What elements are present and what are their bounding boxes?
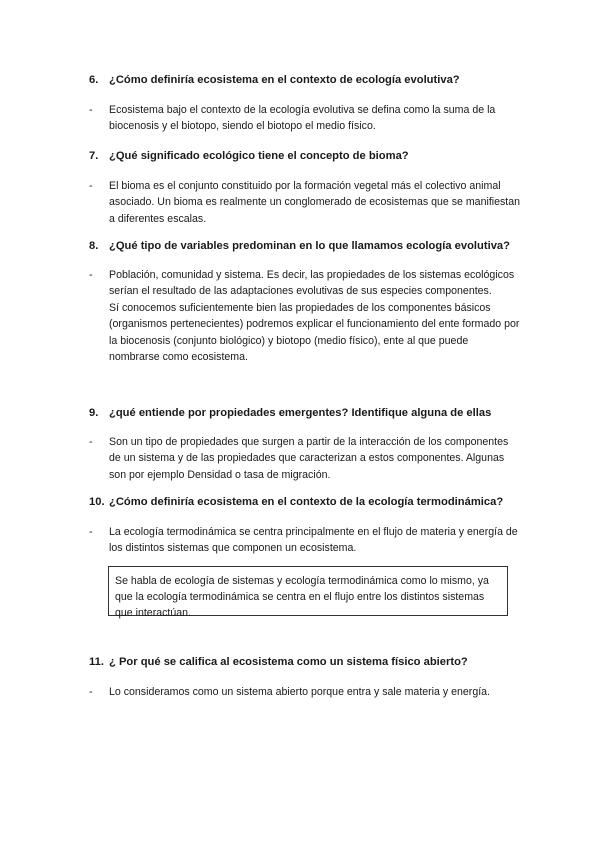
bullet-dash: - <box>89 686 93 698</box>
question-text: ¿Qué tipo de variables predominan en lo que llamamos ecología evolutiva? <box>109 240 510 252</box>
answer-paragraph: Lo consideramos como un sistema abierto porque entra y sale materia y energía. <box>109 686 490 698</box>
question-text: ¿ Por qué se califica al ecosistema como un sistema físico abierto? <box>109 656 468 668</box>
question-number: 6. <box>89 74 99 86</box>
answer-paragraph: Sí conocemos suficientemente bien las propiedades de los componentes básicos (organismos pertenecientes) podremos explicar el funcionamiento del ente formado por la biocenosis (conjunto biológico) y biotopo (medio físico), ente al que puede nombrarse como ecosistema. <box>109 301 520 364</box>
question-text: ¿qué entiende por propiedades emergentes? Identifique alguna de ellas <box>109 407 492 419</box>
question-6 <box>89 72 460 88</box>
question-number: 10. <box>89 496 105 508</box>
answer-paragraph: Son un tipo de propiedades que surgen a partir de la interacción de los componentes de un sistema y de las propiedades que caracterizan a estos componentes. Algunas son por ejemplo Densidad o tasa de migración. <box>109 436 509 481</box>
question-number: 11. <box>89 656 104 668</box>
question-9 <box>89 405 491 421</box>
answer-7 <box>89 178 521 227</box>
question-text: ¿Cómo definiría ecosistema en el contexto de ecología evolutiva? <box>109 74 460 86</box>
answer-paragraph: El bioma es el conjunto constituido por la formación vegetal más el colectivo animal asociado. Un bioma es realmente un conglomerado de ecosistemas que se manifiestan a diferentes escalas. <box>109 180 521 225</box>
question-10 <box>89 494 503 510</box>
question-text: ¿Qué significado ecológico tiene el concepto de bioma? <box>109 150 409 162</box>
answer-paragraph: La ecología termodinámica se centra principalmente en el flujo de materia y energía de los distintos sistemas que componen un ecosistema. <box>109 526 518 555</box>
bullet-dash: - <box>89 180 93 192</box>
question-number: 7. <box>89 150 99 162</box>
bullet-dash: - <box>89 104 93 116</box>
answer-10 <box>89 524 521 557</box>
answer-11 <box>89 684 521 700</box>
question-11 <box>89 654 468 670</box>
question-number: 9. <box>89 407 99 419</box>
answer-6 <box>89 102 521 135</box>
answer-paragraph: Población, comunidad y sistema. Es decir, las propiedades de los sistemas ecológicos serían el resultado de las adaptaciones evolutivas de sus especies componentes. <box>109 269 515 298</box>
note-box: Se habla de ecología de sistemas y ecología termodinámica como lo mismo, ya que la ecología termodinámica se centra en el flujo entre los distintos sistemas que interactúan. <box>108 566 508 616</box>
question-7 <box>89 148 409 164</box>
question-text: ¿Cómo definiría ecosistema en el contexto de la ecología termodinámica? <box>109 496 504 508</box>
question-8 <box>89 238 510 254</box>
bullet-dash: - <box>89 526 93 538</box>
question-number: 8. <box>89 240 99 252</box>
bullet-dash: - <box>89 436 93 448</box>
answer-8 <box>89 267 521 365</box>
answer-paragraph: Ecosistema bajo el contexto de la ecología evolutiva se defina como la suma de la biocenosis y el biotopo, siendo el biotopo el medio físico. <box>109 104 496 133</box>
bullet-dash: - <box>89 269 93 281</box>
answer-9 <box>89 434 521 483</box>
